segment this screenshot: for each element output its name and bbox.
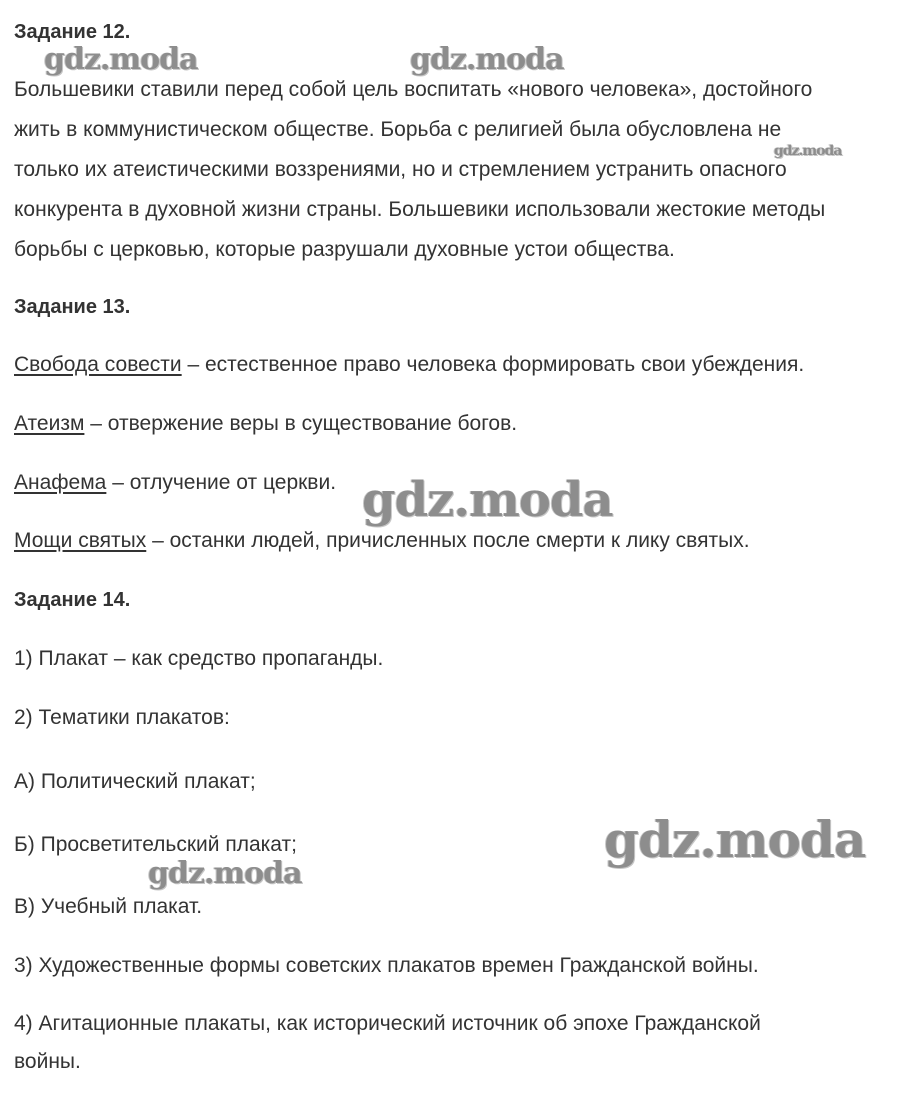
definition-text: – останки людей, причисленных после смерти к лику святых. [146, 529, 750, 552]
task-12-heading: Задание 12. [14, 21, 131, 43]
definition-text: – естественное право человека формировать свои убеждения. [181, 353, 805, 376]
definition-freedom-of-conscience [14, 345, 804, 385]
task-14-item-4-line-2: войны. [14, 1050, 81, 1073]
watermark-logo: gdz.moda [362, 472, 613, 528]
definition-term: Мощи святых [14, 529, 147, 552]
paragraph-line: борьбы с церковью, которые разрушали духовные устои общества. [14, 238, 675, 261]
task-14-item-3: 3) Художественные формы советских плакатов времен Гражданской войны. [14, 954, 759, 977]
definition-text: – отлучение от церкви. [106, 471, 337, 494]
paragraph-line: конкурента в духовной жизни страны. Большевики использовали жестокие методы [14, 198, 826, 221]
watermark-logo: gdz.moda [148, 856, 302, 891]
watermark-logo: gdz.moda [44, 42, 198, 77]
watermark-logo: gdz.moda [604, 810, 866, 869]
watermark-logo: gdz.moda [410, 42, 564, 77]
task-12-paragraph [14, 70, 904, 270]
watermark-logo: gdz.moda [774, 143, 842, 159]
paragraph-line: жить в коммунистическом обществе. Борьба с религией была обусловлена не [14, 118, 782, 141]
definition-term: Атеизм [14, 412, 85, 435]
task-14-item-1: 1) Плакат – как средство пропаганды. [14, 647, 384, 670]
definition-text: – отвержение веры в существование богов. [84, 412, 518, 435]
task-13-heading: Задание 13. [14, 296, 131, 318]
definition-atheism [14, 404, 517, 444]
definition-term: Свобода совести [14, 353, 182, 376]
task-14-item-4-line-1: 4) Агитационные плакаты, как исторический источник об эпохе Гражданской [14, 1012, 761, 1035]
task-14-item-2: 2) Тематики плакатов: [14, 706, 230, 729]
definition-term: Анафема [14, 471, 107, 494]
definition-anathema [14, 463, 336, 503]
task-14-heading: Задание 14. [14, 589, 131, 611]
task-14-item-c: В) Учебный плакат. [14, 895, 203, 918]
task-14-item-b: Б) Просветительский плакат; [14, 833, 297, 856]
paragraph-line: только их атеистическими воззрениями, но и стремлением устранить опасного [14, 158, 787, 181]
paragraph-line: Большевики ставили перед собой цель воспитать «нового человека», достойного [14, 78, 813, 101]
task-14-item-a: А) Политический плакат; [14, 770, 256, 793]
